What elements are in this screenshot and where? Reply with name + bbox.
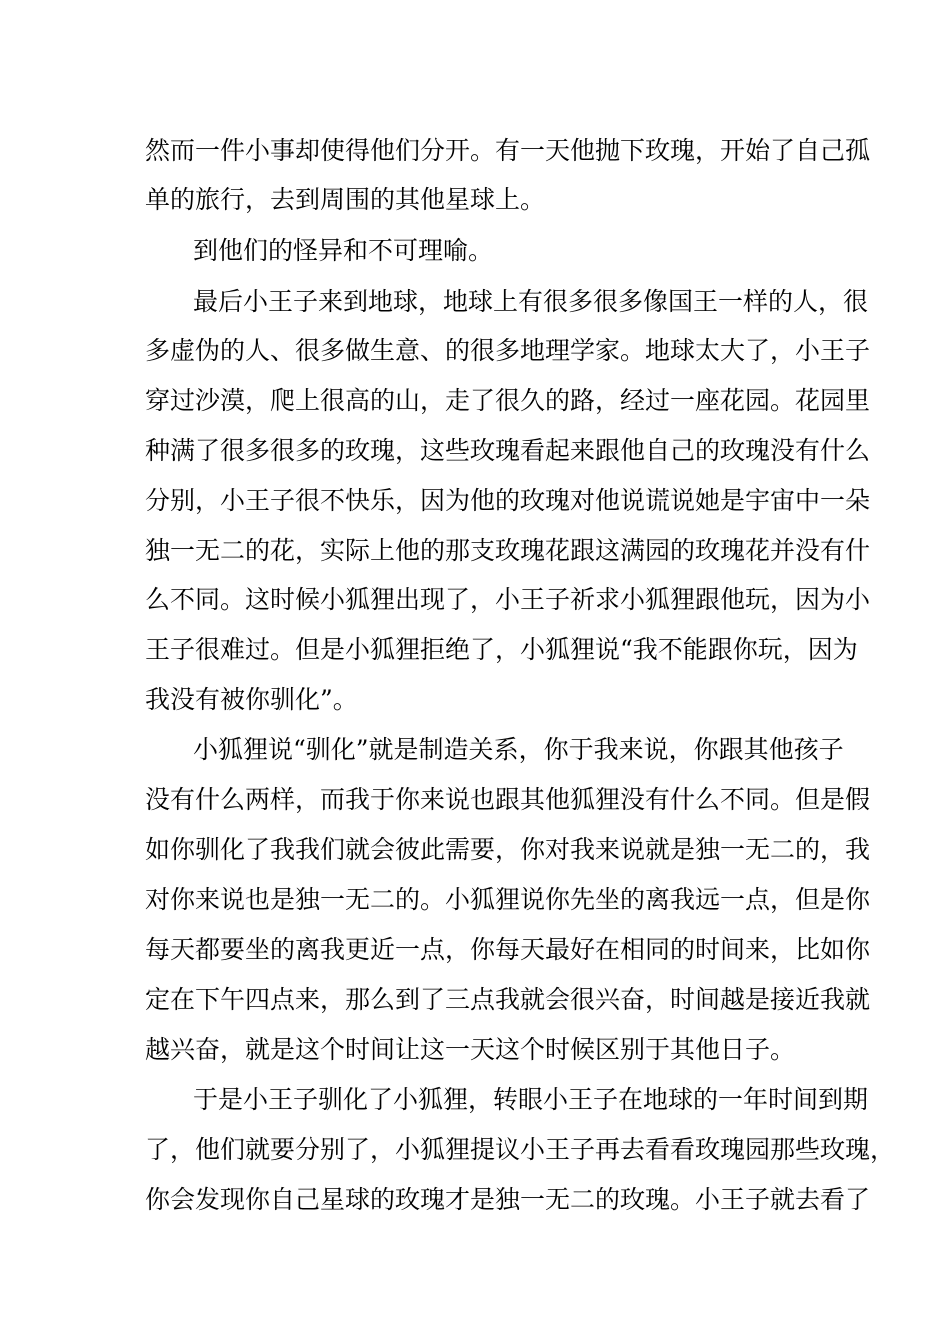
- text-line: 最后小王子来到地球，地球上有很多很多像国王一样的人，很: [193, 287, 869, 316]
- text-line: 然而一件小事却使得他们分开。有一天他抛下玫瑰，开始了自己孤: [145, 136, 871, 165]
- text-line: 小狐狸说“驯化”就是制造关系，你于我来说，你跟其他孩子: [193, 735, 844, 764]
- text-line: 了，他们就要分别了，小狐狸提议小王子再去看看玫瑰园那些玫瑰，: [145, 1135, 896, 1164]
- text-line: 单的旅行，去到周围的其他星球上。: [145, 185, 546, 214]
- text-line: 多虚伪的人、很多做生意、的很多地理学家。地球太大了，小王子: [145, 336, 871, 365]
- text-line: 分别，小王子很不快乐，因为他的玫瑰对他说谎说她是宇宙中一朵: [145, 486, 871, 515]
- text-line: 定在下午四点来，那么到了三点我就会很兴奋，时间越是接近我就: [145, 985, 871, 1014]
- text-line: 如你驯化了我我们就会彼此需要，你对我来说就是独一无二的，我: [145, 835, 871, 864]
- text-line: 穿过沙漠，爬上很高的山，走了很久的路，经过一座花园。花园里: [145, 386, 871, 415]
- text-line: 你会发现你自己星球的玫瑰才是独一无二的玫瑰。小王子就去看了: [145, 1185, 871, 1214]
- text-line: 王子很难过。但是小狐狸拒绝了，小狐狸说“我不能跟你玩，因为: [145, 635, 858, 664]
- text-line: 越兴奋，就是这个时间让这一天这个时候区别于其他日子。: [145, 1035, 796, 1064]
- text-line: 种满了很多很多的玫瑰，这些玫瑰看起来跟他自己的玫瑰没有什么: [145, 436, 871, 465]
- text-line: 独一无二的花，实际上他的那支玫瑰花跟这满园的玫瑰花并没有什: [145, 536, 871, 565]
- text-line: 么不同。这时候小狐狸出现了，小王子祈求小狐狸跟他玩，因为小: [145, 585, 871, 614]
- text-line: 我没有被你驯化”。: [145, 685, 358, 714]
- text-line: 于是小王子驯化了小狐狸，转眼小王子在地球的一年时间到期: [193, 1085, 869, 1114]
- text-line: 到他们的怪异和不可理喻。: [193, 236, 494, 265]
- text-line: 每天都要坐的离我更近一点，你每天最好在相同的时间来，比如你: [145, 935, 871, 964]
- text-line: 对你来说也是独一无二的。小狐狸说你先坐的离我远一点，但是你: [145, 885, 871, 914]
- text-line: 没有什么两样，而我于你来说也跟其他狐狸没有什么不同。但是假: [145, 785, 871, 814]
